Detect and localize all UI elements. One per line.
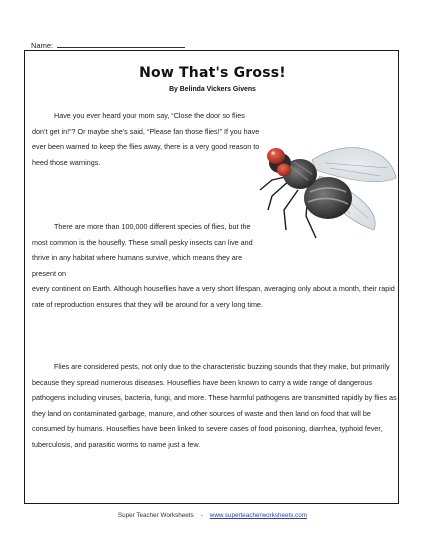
name-label: Name: [31, 41, 54, 50]
footer-brand: Super Teacher Worksheets [117, 512, 194, 519]
footer-separator: - [200, 512, 203, 519]
paragraph-1: Have you ever heard your mom say, “Close the door so flies don’t get in!”? Or maybe she’s said, “Please fan those flies!” If you have ever been warned to keep the flies away, there is a very good reason to heed those warnings. [32, 111, 260, 167]
housefly-image [250, 118, 400, 258]
footer-url-link[interactable]: www.superteacherworksheets.com [209, 512, 308, 519]
paragraph-3: Flies are considered pests, not only due to the characteristic buzzing sounds that they make, but primarily because they spread numerous diseases. Houseflies have been known to carry a wide range of dangerous pathogens including viruses, bacteria, fungi, and more. These harmful pathogens are transmitted rapidly by flies as they land on contaminated garbage, manure, and other sources of waste and then land on food that will be consumed by humans. Houseflies have been linked to severe cases of food poisoning, diarrhea, typhoid fever, tuberculosis, and parasitic worms to name just a few. [32, 362, 397, 449]
article-byline: By Belinda Vickers Givens [169, 86, 256, 93]
article-title: Now That's Gross! [139, 65, 286, 81]
paragraph-2-end: every continent on Earth. Although houseflies have a very short lifespan, averaging only about a month, their rapid rate of reproduction ensures that they will be around for a very long time. [32, 284, 395, 309]
housefly-illustration [250, 118, 400, 258]
name-field [31, 40, 185, 50]
footer [0, 512, 425, 519]
paragraph-2-start: There are more than 100,000 different species of flies, but the most common is the housefly. These small pesky insects can live and thrive in any habitat where humans survive, which means they are present on [32, 222, 253, 278]
name-blank-line[interactable] [57, 40, 185, 48]
